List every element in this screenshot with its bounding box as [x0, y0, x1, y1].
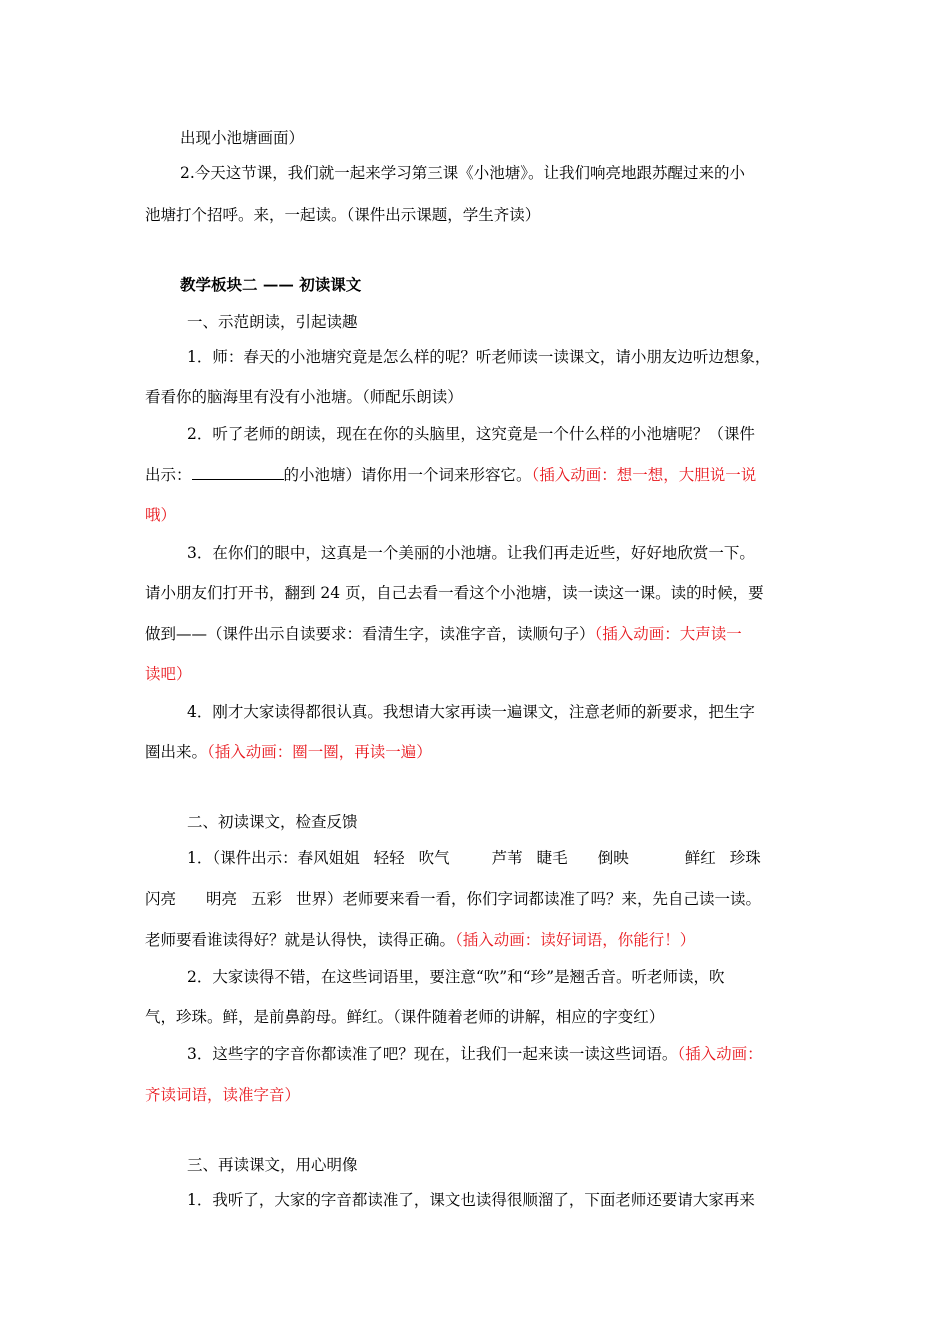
- fill-in-blank: [192, 465, 284, 480]
- vocab-word: 闪亮: [145, 890, 177, 908]
- paragraph-line: 3．在你们的眼中，这真是一个美丽的小池塘。让我们再走近些，好好地欣赏一下。: [187, 544, 755, 562]
- vocab-word: 倒映: [597, 849, 629, 867]
- paragraph-line: 气，珍珠。鲜，是前鼻韵母。鲜红。（课件随着老师的讲解，相应的字变红）: [145, 1008, 665, 1026]
- paragraph-line: 1．我听了，大家的字音都读准了，课文也读得很顺溜了，下面老师还要请大家再来: [187, 1191, 755, 1209]
- paragraph-line: [145, 742, 432, 762]
- subsection-title-2: 二、初读课文，检查反馈: [187, 813, 358, 831]
- text-span: 世界）老师要来看一看，你们字词都读准了吗？来，先自己读一读。: [296, 890, 762, 908]
- intro-line-3: 池塘打个招呼。来，一起读。（课件出示课题，学生齐读）: [145, 206, 541, 224]
- subsection-title-1: 一、示范朗读，引起读趣: [187, 313, 358, 331]
- animation-note: （插入动画：大声读一: [594, 625, 742, 643]
- vocab-word: 睫毛: [536, 849, 568, 867]
- paragraph-line: [187, 848, 761, 868]
- paragraph-line: [145, 465, 756, 485]
- paragraph-line: 2．大家读得不错，在这些词语里，要注意“吹”和“珍”是翘舌音。听老师读，吹: [187, 968, 725, 986]
- section-heading: 教学板块二 —— 初读课文: [180, 275, 362, 294]
- paragraph-line: 2．听了老师的朗读，现在在你的头脑里，这究竟是一个什么样的小池塘呢？（课件: [187, 425, 755, 443]
- animation-note: （插入动画：读好词语，你能行！）: [455, 931, 696, 949]
- paragraph-line: 请小朋友们打开书，翻到 24 页，自己去看一看这个小池塘，读一读这一课。读的时候，要: [145, 584, 764, 602]
- intro-line-2: 2.今天这节课，我们就一起来学习第三课《小池塘》。让我们响亮地跟苏醒过来的小: [180, 164, 746, 182]
- text-span: 1．（课件出示：春风姐姐: [187, 849, 360, 867]
- vocab-word: 芦苇: [491, 849, 523, 867]
- vocab-word: 珍珠: [729, 849, 761, 867]
- animation-note: （插入动画：想一想，大胆说一说: [531, 466, 757, 484]
- vocab-word: 明亮: [206, 890, 238, 908]
- animation-note: 读吧）: [145, 665, 192, 683]
- vocab-word: 五彩: [251, 890, 283, 908]
- paragraph-line: [187, 1044, 763, 1064]
- vocab-word: 轻轻: [373, 849, 405, 867]
- animation-note: 齐读词语，读准字音）: [145, 1086, 301, 1104]
- animation-note: （插入动画：: [677, 1045, 763, 1063]
- text-span: 做到——（课件出示自读要求：看清生字，读准字音，读顺句子）: [145, 625, 595, 643]
- animation-note: 哦）: [145, 506, 177, 524]
- vocab-word: 吹气: [418, 849, 450, 867]
- text-span: 圈出来。: [145, 743, 208, 761]
- vocab-word: 鲜红: [684, 849, 716, 867]
- paragraph-line: [145, 889, 761, 909]
- paragraph-line: [145, 624, 742, 644]
- paragraph-line: 看看你的脑海里有没有小池塘。（师配乐朗读）: [145, 388, 463, 406]
- text-span: 老师要看谁读得好？就是认得快，读得正确。: [145, 931, 456, 949]
- paragraph-line: 1．师：春天的小池塘究竟是怎么样的呢？听老师读一读课文，请小朋友边听边想象，: [187, 348, 771, 366]
- intro-line-1: 出现小池塘画面）: [180, 129, 305, 147]
- paragraph-line: 4．刚才大家读得都很认真。我想请大家再读一遍课文，注意老师的新要求，把生字: [187, 703, 755, 721]
- text-span: 3．这些字的字音你都读准了吧？现在，让我们一起来读一读这些词语。: [187, 1045, 678, 1063]
- text-span: 出示：: [145, 466, 192, 484]
- subsection-title-3: 三、再读课文，用心明像: [187, 1156, 358, 1174]
- paragraph-line: [145, 930, 695, 950]
- text-span: 的小池塘）请你用一个词来形容它。: [283, 466, 532, 484]
- animation-note: （插入动画：圈一圈，再读一遍）: [207, 743, 432, 761]
